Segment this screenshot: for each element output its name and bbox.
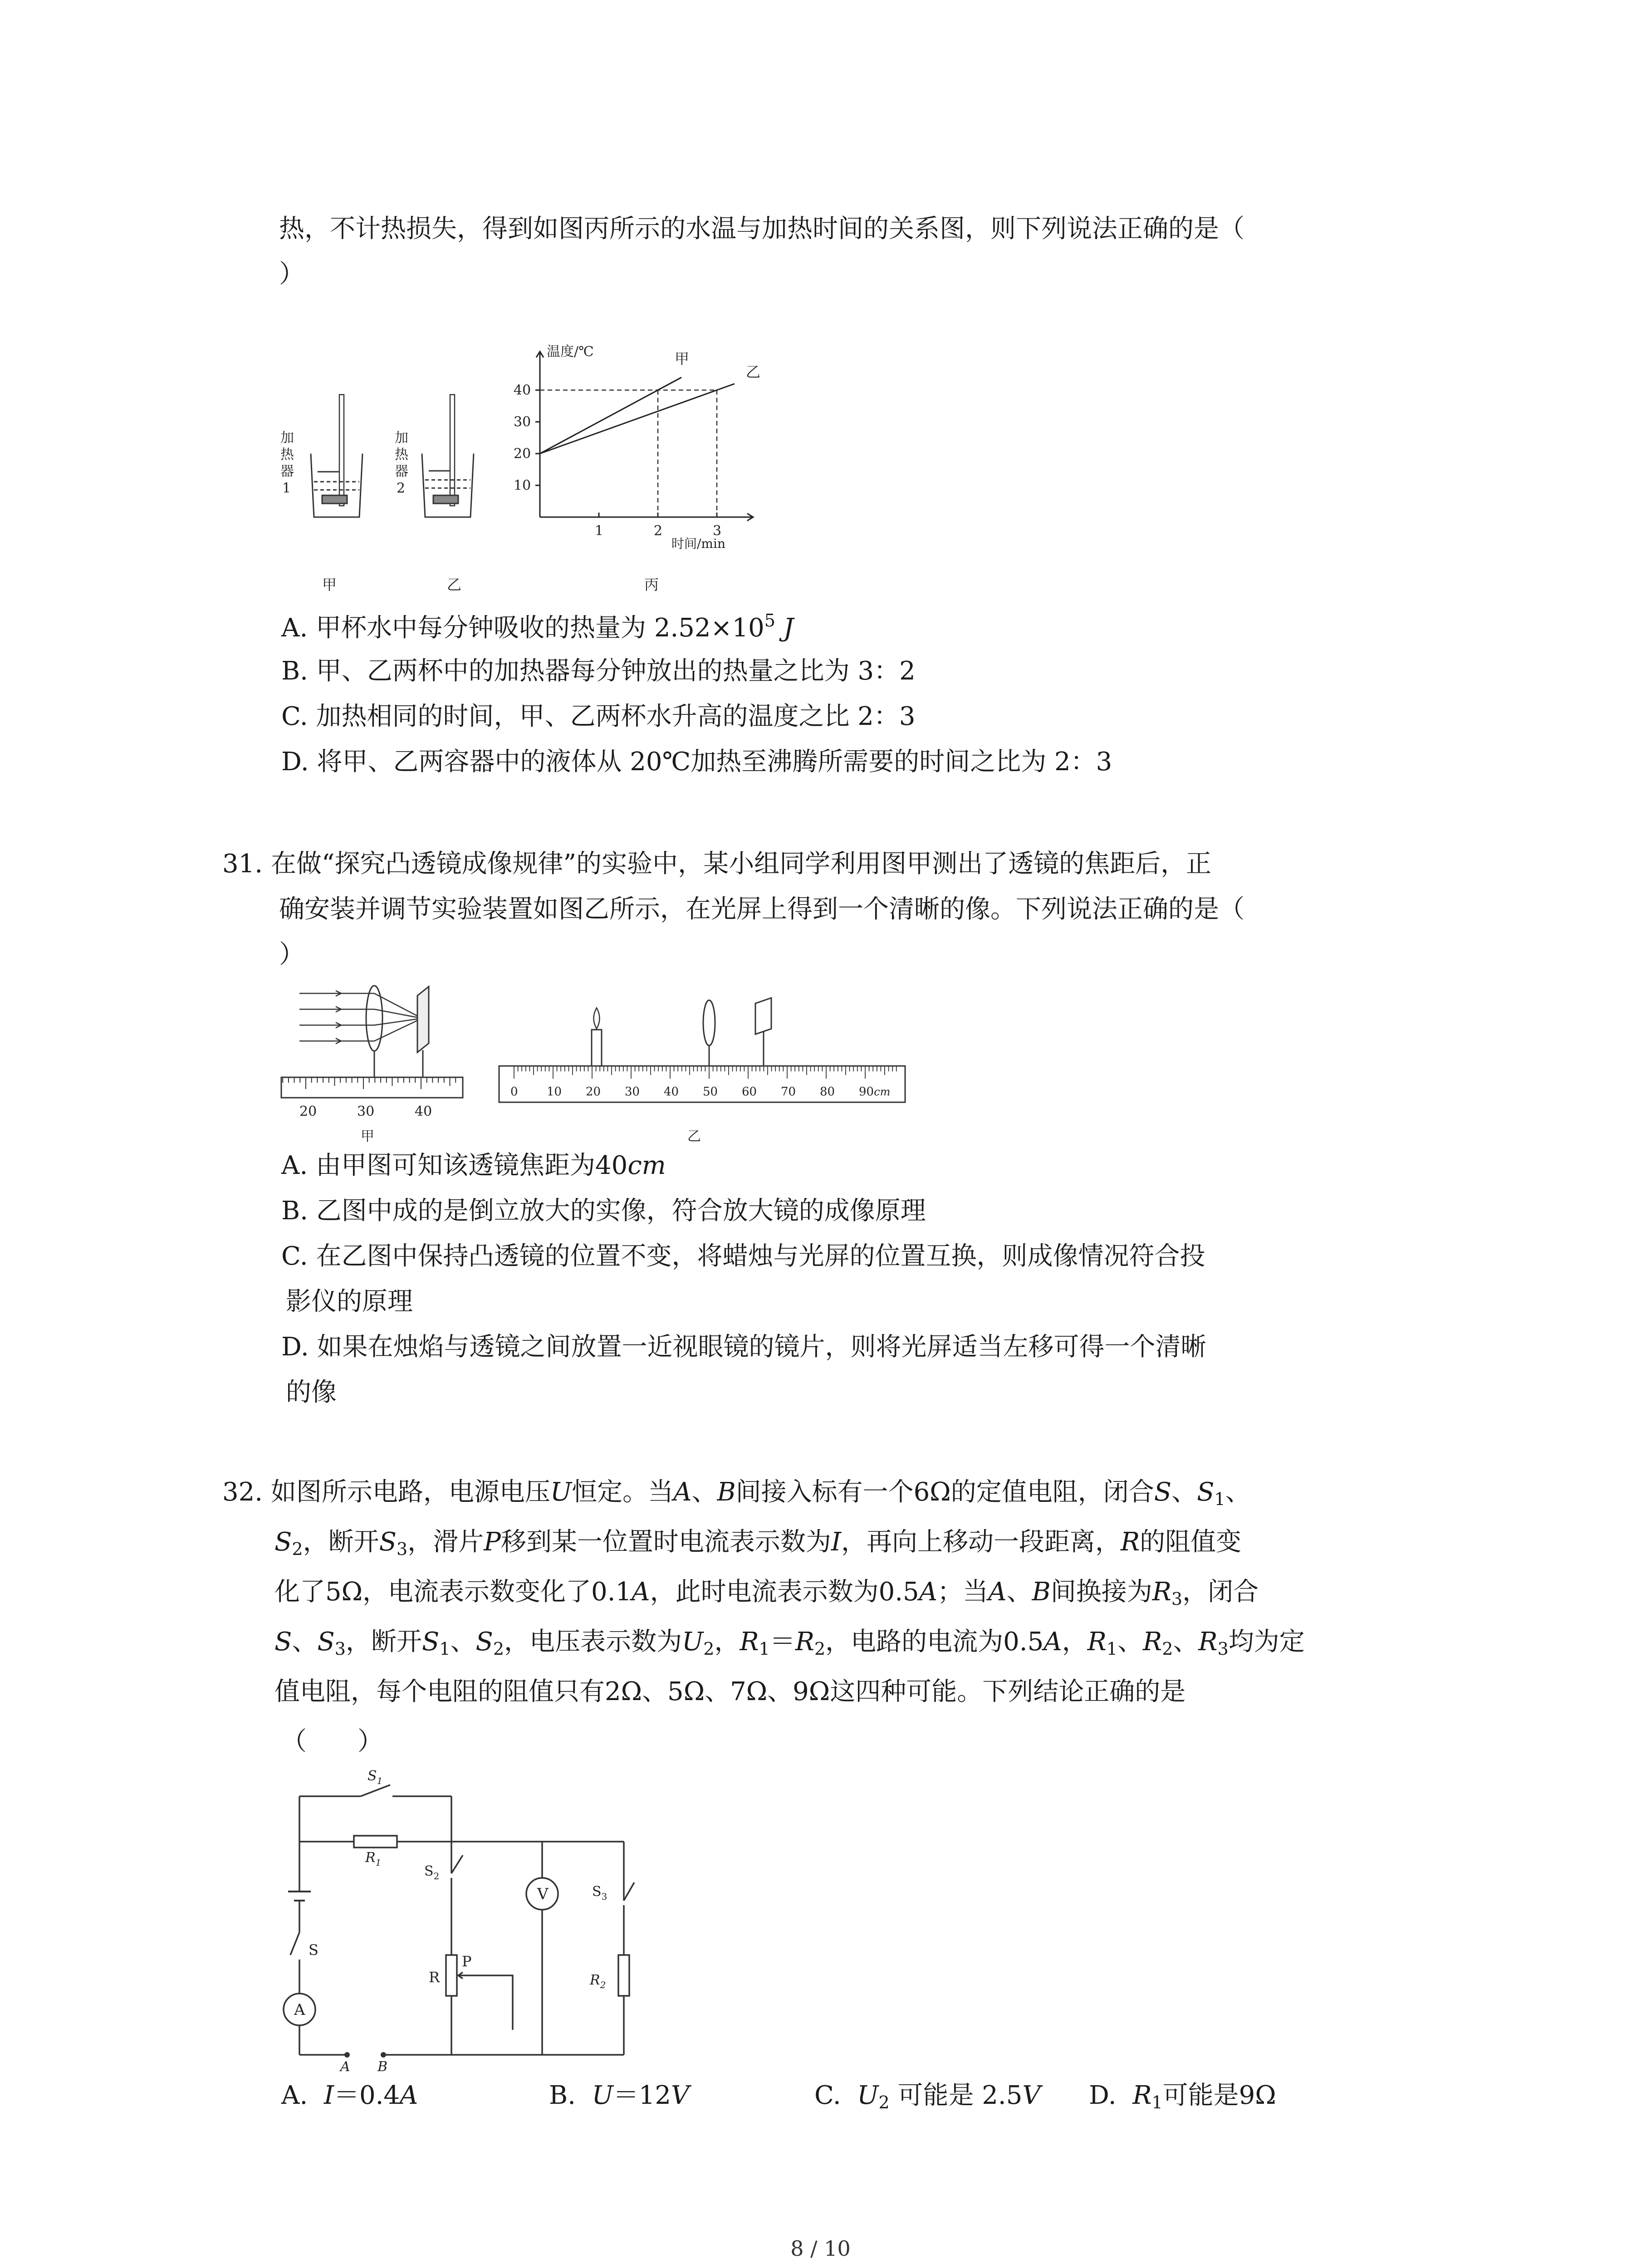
heater-label-2-c3: 2 <box>397 480 406 496</box>
heater-label-2-c2: 器 <box>395 464 408 479</box>
graph-ylabel: 温度/℃ <box>547 344 594 360</box>
yi-tick-label: 80 <box>820 1085 835 1099</box>
q31-stem-line2: 确安装并调节实验装置如图乙所示，在光屏上得到一个清晰的像。下列说法正确的是（ <box>279 894 1244 924</box>
yi-tick-label: 60 <box>742 1085 757 1099</box>
fig-yi-screen <box>755 998 771 1066</box>
q32-option-d: D. $R_1$可能是9Ω <box>1089 2081 1276 2112</box>
label-s2: $S_2$ <box>424 1863 440 1882</box>
fig-yi-caption: 乙 <box>687 1129 701 1144</box>
q31-option-b: B. 乙图中成的是倒立放大的实像，符合放大镜的成像原理 <box>281 1196 926 1226</box>
label-s3: $S_3$ <box>592 1884 607 1902</box>
heater-label-1-c2: 器 <box>280 464 294 479</box>
circuit-wires <box>284 1785 634 2055</box>
cap-jia: 甲 <box>322 576 337 593</box>
cap-yi: 乙 <box>447 576 462 593</box>
fig-jia-rays <box>299 991 422 1044</box>
ammeter-symbol: A <box>294 2001 305 2019</box>
q31-option-a-text: A. 由甲图可知该透镜焦距为40 <box>281 1151 628 1180</box>
graph-guide-lines <box>540 390 717 517</box>
heater-label-1-c3: 1 <box>282 480 291 496</box>
yi-tick-label: 30 <box>625 1085 640 1099</box>
beaker-jia <box>311 395 362 517</box>
q31-stem-line1: 31. 在做“探究凸透镜成像规律”的实验中，某小组同学利用图甲测出了透镜的焦距后，正 <box>222 849 1212 879</box>
label-s: S <box>309 1941 318 1959</box>
graph-y-ticks <box>514 382 540 494</box>
voltmeter-symbol: V <box>537 1885 549 1903</box>
yi-tick-label: 10 <box>547 1085 562 1099</box>
label-r2: $R_2$ <box>590 1972 606 1990</box>
yi-tick-label: 50 <box>703 1085 718 1099</box>
q32-stem-line5: 值电阻，每个电阻的阻值只有2Ω、5Ω、7Ω、9Ω这四种可能。下列结论正确的是 <box>274 1677 1186 1706</box>
q32-stem-line3: 化了5Ω，电流表示数变化了0.1A，此时电流表示数为0.5A；当A、B间换接为$R_3$，闭合 <box>274 1577 1259 1609</box>
series-line-jia <box>540 377 681 454</box>
label-slider-p: P <box>462 1953 472 1970</box>
q30-option-a-unit: J <box>783 613 794 643</box>
fig-jia-screen <box>417 987 429 1052</box>
fig-yi-lens <box>703 1000 715 1066</box>
graph-xlabel: 时间/min <box>671 536 725 551</box>
q32-circuit <box>272 1765 681 2073</box>
label-r1: $R_1$ <box>365 1850 382 1868</box>
q30-figure <box>272 336 794 599</box>
q31-figure <box>272 975 916 1148</box>
terminal-b <box>381 2052 386 2058</box>
fig-yi-ruler-ticks <box>514 1066 896 1079</box>
fig-jia-caption: 甲 <box>361 1129 374 1144</box>
q32-stem-line4: S、$S_3$，断开$S_1$、$S_2$，电压表示数为$U_2$，$R_1=R_2$，电路的电流为0.5A，$R_1$、$R_2$、$R_3$均为定 <box>274 1627 1305 1659</box>
series-label-yi: 乙 <box>746 363 761 381</box>
page-number: 8 / 10 <box>790 2236 851 2261</box>
x-tick-label: 2 <box>654 523 663 539</box>
y-tick-label: 30 <box>514 414 531 430</box>
label-rheostat: R <box>429 1969 440 1986</box>
q30-option-b: B. 甲、乙两杯中的加热器每分钟放出的热量之比为 3：2 <box>281 656 916 686</box>
graph-series <box>540 350 760 454</box>
fig-yi-ruler-labels <box>510 1085 890 1099</box>
graph-axes <box>536 352 753 521</box>
q32-option-a: A. I＝0.4A <box>281 2081 418 2110</box>
label-s1: $S_1$ <box>367 1768 383 1786</box>
label-term-a: A <box>340 2059 350 2073</box>
q32-option-c: C. $U_2$ 可能是 2.5V <box>814 2081 1041 2112</box>
cap-bing: 丙 <box>644 576 659 593</box>
y-tick-label: 20 <box>514 446 531 462</box>
yi-tick-label: 40 <box>664 1085 679 1099</box>
q32-option-b: B. U＝12V <box>549 2081 690 2110</box>
y-tick-label: 40 <box>514 382 531 398</box>
q31-option-c-line1: C. 在乙图中保持凸透镜的位置不变，将蜡烛与光屏的位置互换，则成像情况符合投 <box>281 1242 1205 1271</box>
yi-tick-label: 20 <box>586 1085 601 1099</box>
q30-option-a <box>281 610 794 646</box>
q31-option-d-line1: D. 如果在烛焰与透镜之间放置一近视眼镜的镜片，则将光屏适当左移可得一个清晰 <box>281 1332 1206 1362</box>
q30-stem-line2: ） <box>279 259 304 289</box>
yi-tick-label: 90 <box>859 1085 874 1099</box>
x-tick-label: 3 <box>713 523 722 539</box>
heater-label-1-c1: 热 <box>280 447 294 463</box>
q31-option-c-line2: 影仪的原理 <box>286 1287 413 1316</box>
fig-jia-ruler-ticks <box>283 1077 456 1089</box>
yi-unit-label: cm <box>874 1085 891 1098</box>
q30-option-a-text: A. 甲杯水中每分钟吸收的热量为 2.52×10 <box>281 613 764 643</box>
q32-stem-line1: 32. 如图所示电路，电源电压U恒定。当A、B间接入标有一个6Ω的定值电阻，闭合S、$S_1$、 <box>222 1477 1251 1509</box>
fig-jia-tick-40: 40 <box>415 1104 432 1119</box>
heater-label-1-c0: 加 <box>280 430 294 446</box>
yi-tick-label: 0 <box>510 1085 518 1099</box>
q31-stem-line3: ） <box>279 940 304 969</box>
q31-option-a <box>281 1148 666 1184</box>
series-label-jia: 甲 <box>675 350 690 367</box>
heater-label-2-c0: 加 <box>395 430 408 446</box>
q30-stem-line1: 热，不计热损失，得到如图丙所示的水温与加热时间的关系图，则下列说法正确的是（ <box>279 214 1244 244</box>
fig-jia-tick-20: 20 <box>299 1104 317 1119</box>
q30-option-d: D. 将甲、乙两容器中的液体从 20℃加热至沸腾所需要的时间之比为 2：3 <box>281 747 1112 777</box>
label-term-b: B <box>377 2059 388 2073</box>
beaker-yi <box>422 395 474 517</box>
x-tick-label: 1 <box>595 523 604 539</box>
fig-jia-ruler <box>281 1077 463 1098</box>
q30-option-c: C. 加热相同的时间，甲、乙两杯水升高的温度之比 2：3 <box>281 702 916 731</box>
fig-jia-tick-30: 30 <box>357 1104 375 1119</box>
fig-yi-candle <box>592 1008 602 1066</box>
q32-stem-line2: $S_2$，断开$S_3$，滑片P移到某一位置时电流表示数为I，再向上移动一段距离，R的阻值变 <box>274 1527 1242 1559</box>
yi-tick-label: 70 <box>781 1085 796 1099</box>
series-line-yi <box>540 384 735 454</box>
q30-option-a-exp: 5 <box>764 611 775 631</box>
heater-label-2-c1: 热 <box>395 447 408 463</box>
q31-option-a-unit: cm <box>627 1151 666 1180</box>
y-tick-label: 10 <box>514 478 531 494</box>
q31-option-d-line2: 的像 <box>286 1378 337 1407</box>
q32-stem-line6: （ ） <box>281 1727 383 1756</box>
terminal-a <box>344 2052 350 2058</box>
